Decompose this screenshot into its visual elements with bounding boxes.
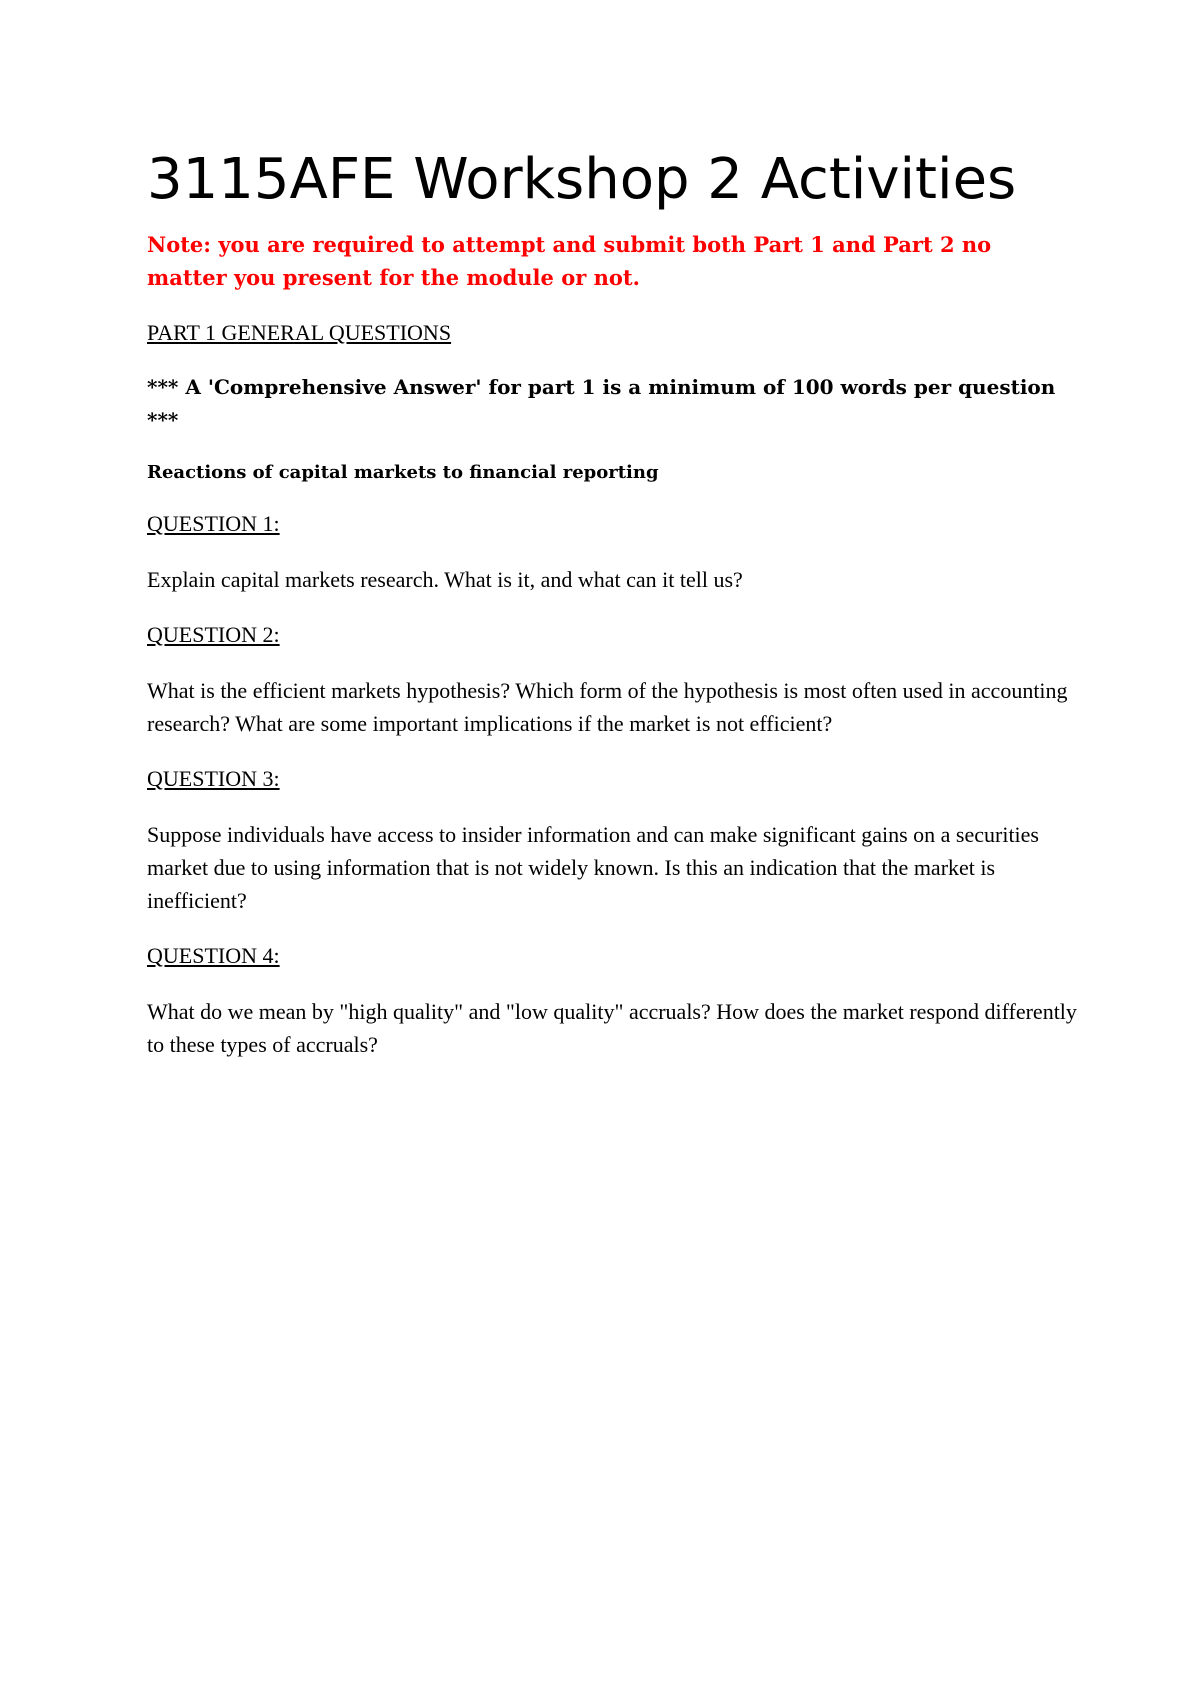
document-content [147, 148, 1077, 1083]
question-label: QUESTION 2: [147, 622, 280, 647]
question-4 [147, 939, 1077, 1061]
question-text: Suppose individuals have access to insider information and can make significant gains on a securities market due to using information that is not widely known. Is this an indication that the market is inefficient? [147, 822, 1039, 913]
comprehensive-answer-note: *** A 'Comprehensive Answer' for part 1 is a minimum of 100 words per question *** [147, 375, 1056, 432]
part-heading: PART 1 GENERAL QUESTIONS [147, 320, 452, 345]
topic-heading: Reactions of capital markets to financial reporting [147, 462, 659, 483]
question-label: QUESTION 1: [147, 511, 280, 536]
question-text: What is the efficient markets hypothesis? Which form of the hypothesis is most often used in accounting research? What are some important implications if the market is not efficient? [147, 678, 1068, 736]
question-label: QUESTION 4: [147, 943, 280, 968]
question-text: Explain capital markets research. What is it, and what can it tell us? [147, 567, 743, 592]
question-2 [147, 618, 1077, 740]
question-text: What do we mean by "high quality" and "low quality" accruals? How does the market respond differently to these types of accruals? [147, 999, 1077, 1057]
document-title: 3115AFE Workshop 2 Activities [147, 147, 1017, 212]
question-3 [147, 762, 1077, 917]
submission-note: Note: you are required to attempt and submit both Part 1 and Part 2 no matter you present for the module or not. [147, 232, 992, 290]
question-label: QUESTION 3: [147, 766, 280, 791]
question-1 [147, 507, 1077, 596]
